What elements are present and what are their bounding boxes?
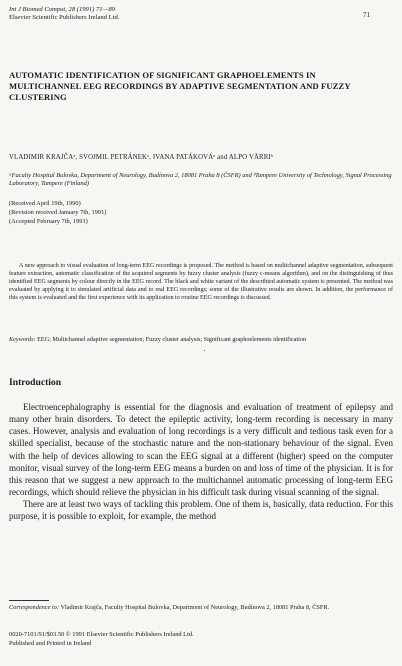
scan-speck (204, 350, 205, 351)
printed-in-line: Published and Printed in Ireland (9, 639, 92, 647)
abstract (9, 262, 393, 302)
keywords-text: EEG; Multichannel adaptive segmentation; Fuzzy cluster analysis; Significant graphoelements identification (37, 336, 307, 343)
correspondence-text: Vladimir Krajča, Faculty Hospital Bulovka, Department of Neurology, Budínova 2, 18081 Praha 8, ČSFR. (60, 604, 330, 611)
correspondence-footnote (9, 604, 395, 612)
section-heading-introduction: Introduction (9, 377, 62, 388)
page-number: 71 (363, 11, 370, 19)
accepted-date: (Accepted February 7th, 1991) (9, 217, 88, 225)
article-title: AUTOMATIC IDENTIFICATION OF SIGNIFICANT GRAPHOELEMENTS IN MULTICHANNEL EEG RECORDINGS BY ADAPTIVE SEGMENTATION AND FUZZY CLUSTERING (9, 70, 351, 103)
affiliations: ᵃFaculty Hospital Bulovka, Department of Neurology, Budínova 2, 18081 Praha 8 (ČSFR) and ᵇTampere University of Technology, Signal Processing Laboratory, Tampere (Finland) (9, 172, 392, 188)
correspondence-label: Correspondence to: (9, 604, 59, 611)
received-date: (Received April 19th, 1990) (9, 200, 81, 207)
keywords (9, 336, 393, 344)
history-dates (9, 200, 106, 226)
footnote-rule (9, 600, 49, 601)
introduction-body (9, 401, 393, 523)
paragraph: There are at least two ways of tackling this problem. One of them is, basically, data reduction. For this purpose, it is possible to exploit, for example, the method (9, 499, 393, 522)
revision-date: (Revision received January 7th, 1991) (9, 208, 107, 216)
copyright-line: 0020-7101/91/$03.50 © 1991 Elsevier Scientific Publishers Ireland Ltd. (9, 631, 194, 638)
paragraph: Electroencephalography is essential for the diagnosis and evaluation of treatment of epilepsy and many other brain disorders. To detect the epileptic activity, long-term recording is necessary in many cases. However, analysis and evaluation of long recordings is a very difficult and tedious task even for a skilled specialist, because of the stochastic nature and the non-stationary behaviour of the signal. Even with the help of devices allowing to scan the EEG signal at a different (higher) speed on the computer monitor, visual survey of the long-term EEG means a burden on and loss of time of the physician. It is for this reason that we suggest a new approach to the multichannel automatic processing of long-term EEG recordings, which should relieve the physician in his difficult task during visual scanning of the signal. (9, 402, 393, 498)
journal-citation: Int J Biomed Comput, 28 (1991) 71—89 (9, 6, 116, 13)
abstract-text: A new approach to visual evaluation of long-term EEG recordings is proposed. The method is based on multichannel adaptive segmentation, subsequent feature extraction, automatic classification of the acquired segments by fuzzy cluster analysis (fuzzy c-means algorithm), and on the distinguishing of thus identified EEG segments by colour directly in the EEG record. The black and white variant of the describted automatic system is presented. The method was evaluated by applying it to simulated artificial data and to real EEG recordings; some of the illustrative results are shown. In addition, the performance of this system is evaluated and the first experience with its application to routine EEG recordings is discussed. (9, 263, 393, 302)
keywords-label: Keywords: (9, 336, 36, 343)
imprint (9, 631, 194, 648)
running-header (9, 6, 119, 23)
publisher-line: Elsevier Scientific Publishers Ireland Ltd. (9, 14, 120, 22)
author-list: VLADIMIR KRAJČAᵃ, SVOJMIL PETRÁNEKᵃ, IVANA PATÁKOVÁᵃ and ALPO VÄRRIᵇ (9, 154, 274, 161)
